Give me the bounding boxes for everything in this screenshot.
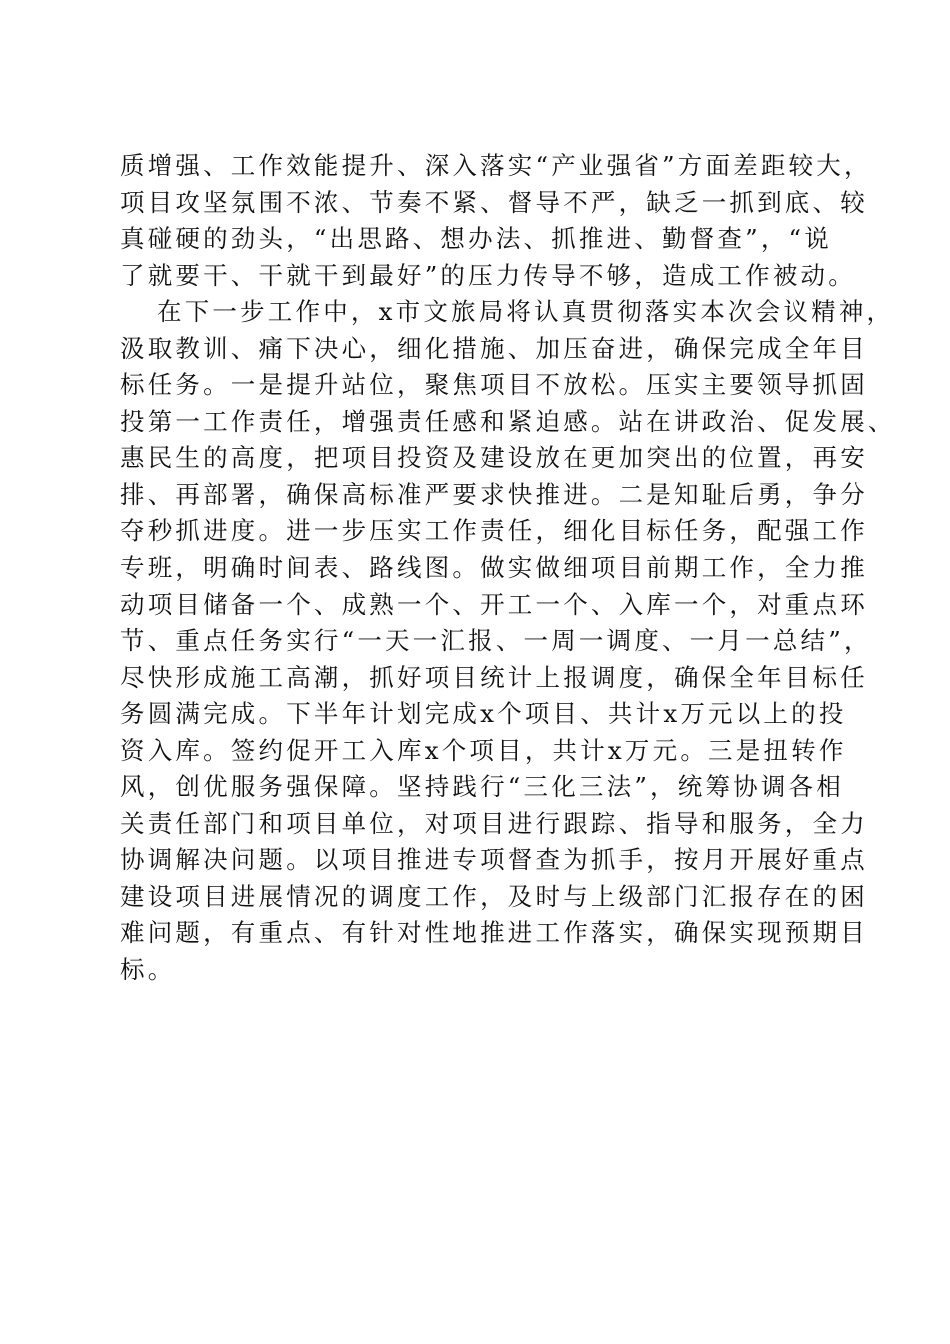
paragraph-1 — [120, 148, 872, 294]
text-line: 排、再部署，确保高标准严要求快推进。二是知耻后勇，争分 — [120, 479, 868, 509]
text-line-indented: 在下一步工作中，x市文旅局将认真贯彻落实本次会议精神， — [157, 297, 895, 327]
text-line: 惠民生的高度，把项目投资及建设放在更加突出的位置，再安 — [120, 443, 868, 473]
text-line: 夺秒抓进度。进一步压实工作责任，细化目标任务，配强工作 — [120, 516, 868, 546]
text-line — [120, 989, 860, 1026]
text-line: 标任务。一是提升站位，聚焦项目不放松。压实主要领导抓固 — [120, 370, 868, 400]
text-line: 项目攻坚氛围不浓、节奏不紧、督导不严，缺乏一抓到底、较 — [120, 187, 868, 217]
paragraph-2 — [120, 294, 896, 1061]
text-line: 标。 — [120, 955, 176, 985]
text-line: 节、重点任务实行“一天一汇报、一周一调度、一月一总结”， — [120, 626, 872, 656]
text-line: 了就要干、干就干到最好”的压力传导不够，造成工作被动。 — [120, 260, 856, 290]
text-line: 风，创优服务强保障。坚持践行“三化三法”，统筹协调各相 — [120, 772, 844, 802]
text-line: 质增强、工作效能提升、深入落实“产业强省”方面差距较大， — [120, 151, 872, 180]
document-body — [120, 148, 896, 1062]
text-line: 真碰硬的劲头，“出思路、想办法、抓推进、勤督查”，“说 — [120, 224, 832, 254]
text-line: 难问题，有重点、有针对性地推进工作落实，确保实现预期目 — [120, 918, 868, 948]
text-line: 关责任部门和项目单位，对项目进行跟踪、指导和服务，全力 — [120, 808, 868, 838]
text-line: 尽快形成施工高潮，抓好项目统计上报调度，确保全年目标任 — [120, 662, 868, 692]
text-line: 汲取教训、痛下决心，细化措施、加压奋进，确保完成全年目 — [120, 333, 868, 363]
text-line: 协调解决问题。以项目推进专项督查为抓手，按月开展好重点 — [120, 845, 868, 875]
text-line: 专班，明确时间表、路线图。做实做细项目前期工作，全力推 — [120, 553, 868, 583]
text-line: 投第一工作责任，增强责任感和紧迫感。站在讲政治、促发展、 — [120, 406, 896, 436]
text-line: 动项目储备一个、成熟一个、开工一个、入库一个，对重点环 — [120, 589, 868, 619]
text-line: 建设项目进展情况的调度工作，及时与上级部门汇报存在的困 — [120, 881, 868, 911]
text-line: 务圆满完成。下半年计划完成x个项目、共计x万元以上的投 — [120, 699, 847, 729]
text-line: 资入库。签约促开工入库x个项目，共计x万元。三是扭转作 — [120, 735, 847, 765]
text-line — [120, 1025, 860, 1062]
